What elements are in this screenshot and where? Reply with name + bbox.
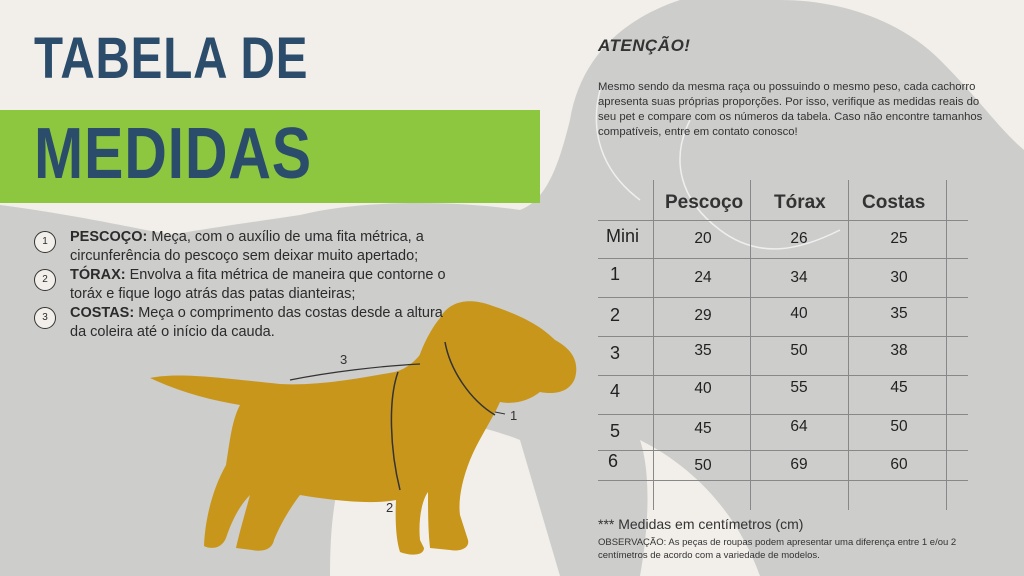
column-header-chest: Tórax [774,192,826,213]
table-cell: 35 [890,305,908,322]
step-number-badge: 1 [34,231,56,253]
table-grid-line [598,450,968,451]
table-grid-line [598,480,968,481]
table-cell: 55 [790,379,808,396]
page-title-line2: MEDIDAS [34,114,312,194]
row-size-label: 3 [610,343,621,363]
column-header-back: Costas [862,192,926,213]
instruction-term: PESCOÇO: [70,229,148,245]
table-cell: 50 [694,457,712,474]
step-number-badge: 3 [34,307,56,329]
instruction-term: TÓRAX: [70,267,126,283]
table-grid-line [598,414,968,415]
diagram-label-neck: 1 [510,408,518,423]
instruction-back [34,304,454,342]
table-cell: 26 [790,230,808,247]
attention-title: ATENÇÃO! [598,36,691,55]
unit-note: *** Medidas em centímetros (cm) [598,516,804,532]
instruction-text: Meça o comprimento das costas desde a altura da coleira até o início da cauda. [70,305,443,340]
diagram-label-chest: 2 [386,500,394,515]
attention-text: Mesmo sendo da mesma raça ou possuindo o mesmo peso, cada cachorro apresenta suas próprias proporções. Por isso, verifique as medidas reais do seu pet e compare com os números da tabela. Caso não encontre tamanhos compatíveis, entre em contato conosco! [598,81,983,138]
table-grid-line [598,375,968,376]
table-cell: 40 [694,380,712,397]
table-grid-line [598,220,968,221]
table-cell: 60 [890,456,908,473]
row-size-label: 4 [610,381,621,401]
table-cell: 20 [694,230,712,247]
row-size-label: 5 [610,421,621,441]
step-number-badge: 2 [34,269,56,291]
table-cell: 50 [890,418,908,435]
table-cell: 50 [790,342,808,359]
page-title-line1: TABELA DE [34,26,309,91]
instruction-chest [34,266,454,304]
instruction-neck [34,228,454,266]
table-grid-line [653,180,654,510]
row-size-label: 2 [610,305,621,325]
table-cell: 45 [890,379,908,396]
observation-note: OBSERVAÇÃO: As peças de roupas podem apresentar uma diferença entre 1 e/ou 2 centímetros de acordo com a variedade de modelos. [598,537,957,561]
instruction-term: COSTAS: [70,305,135,321]
table-grid-line [598,258,968,259]
table-cell: 29 [694,307,712,324]
table-cell: 30 [890,269,908,286]
column-header-neck: Pescoço [665,192,744,213]
table-cell: 34 [790,269,808,286]
row-size-label: 6 [608,451,619,471]
table-grid-line [598,297,968,298]
row-size-label: Mini [606,226,640,246]
diagram-label-back: 3 [340,352,348,367]
table-grid-line [946,180,947,510]
table-grid-line [750,180,751,510]
row-size-label: 1 [610,264,621,284]
table-cell: 40 [790,305,808,322]
instruction-text: Meça, com o auxílio de uma fita métrica, a circunferência do pescoço sem deixar muito apertado; [70,229,424,264]
size-table [598,180,968,510]
measuring-instructions [34,228,454,342]
table-grid-line [598,336,968,337]
table-cell: 45 [694,420,712,437]
table-cell: 38 [890,342,908,359]
instruction-text: Envolva a fita métrica de maneira que contorne o toráx e fique logo atrás das patas dianteiras; [70,267,446,302]
table-cell: 35 [694,342,712,359]
table-grid-line [848,180,849,510]
table-cell: 69 [790,456,808,473]
table-cell: 25 [890,230,908,247]
table-cell: 64 [790,418,808,435]
table-cell: 24 [694,269,712,286]
